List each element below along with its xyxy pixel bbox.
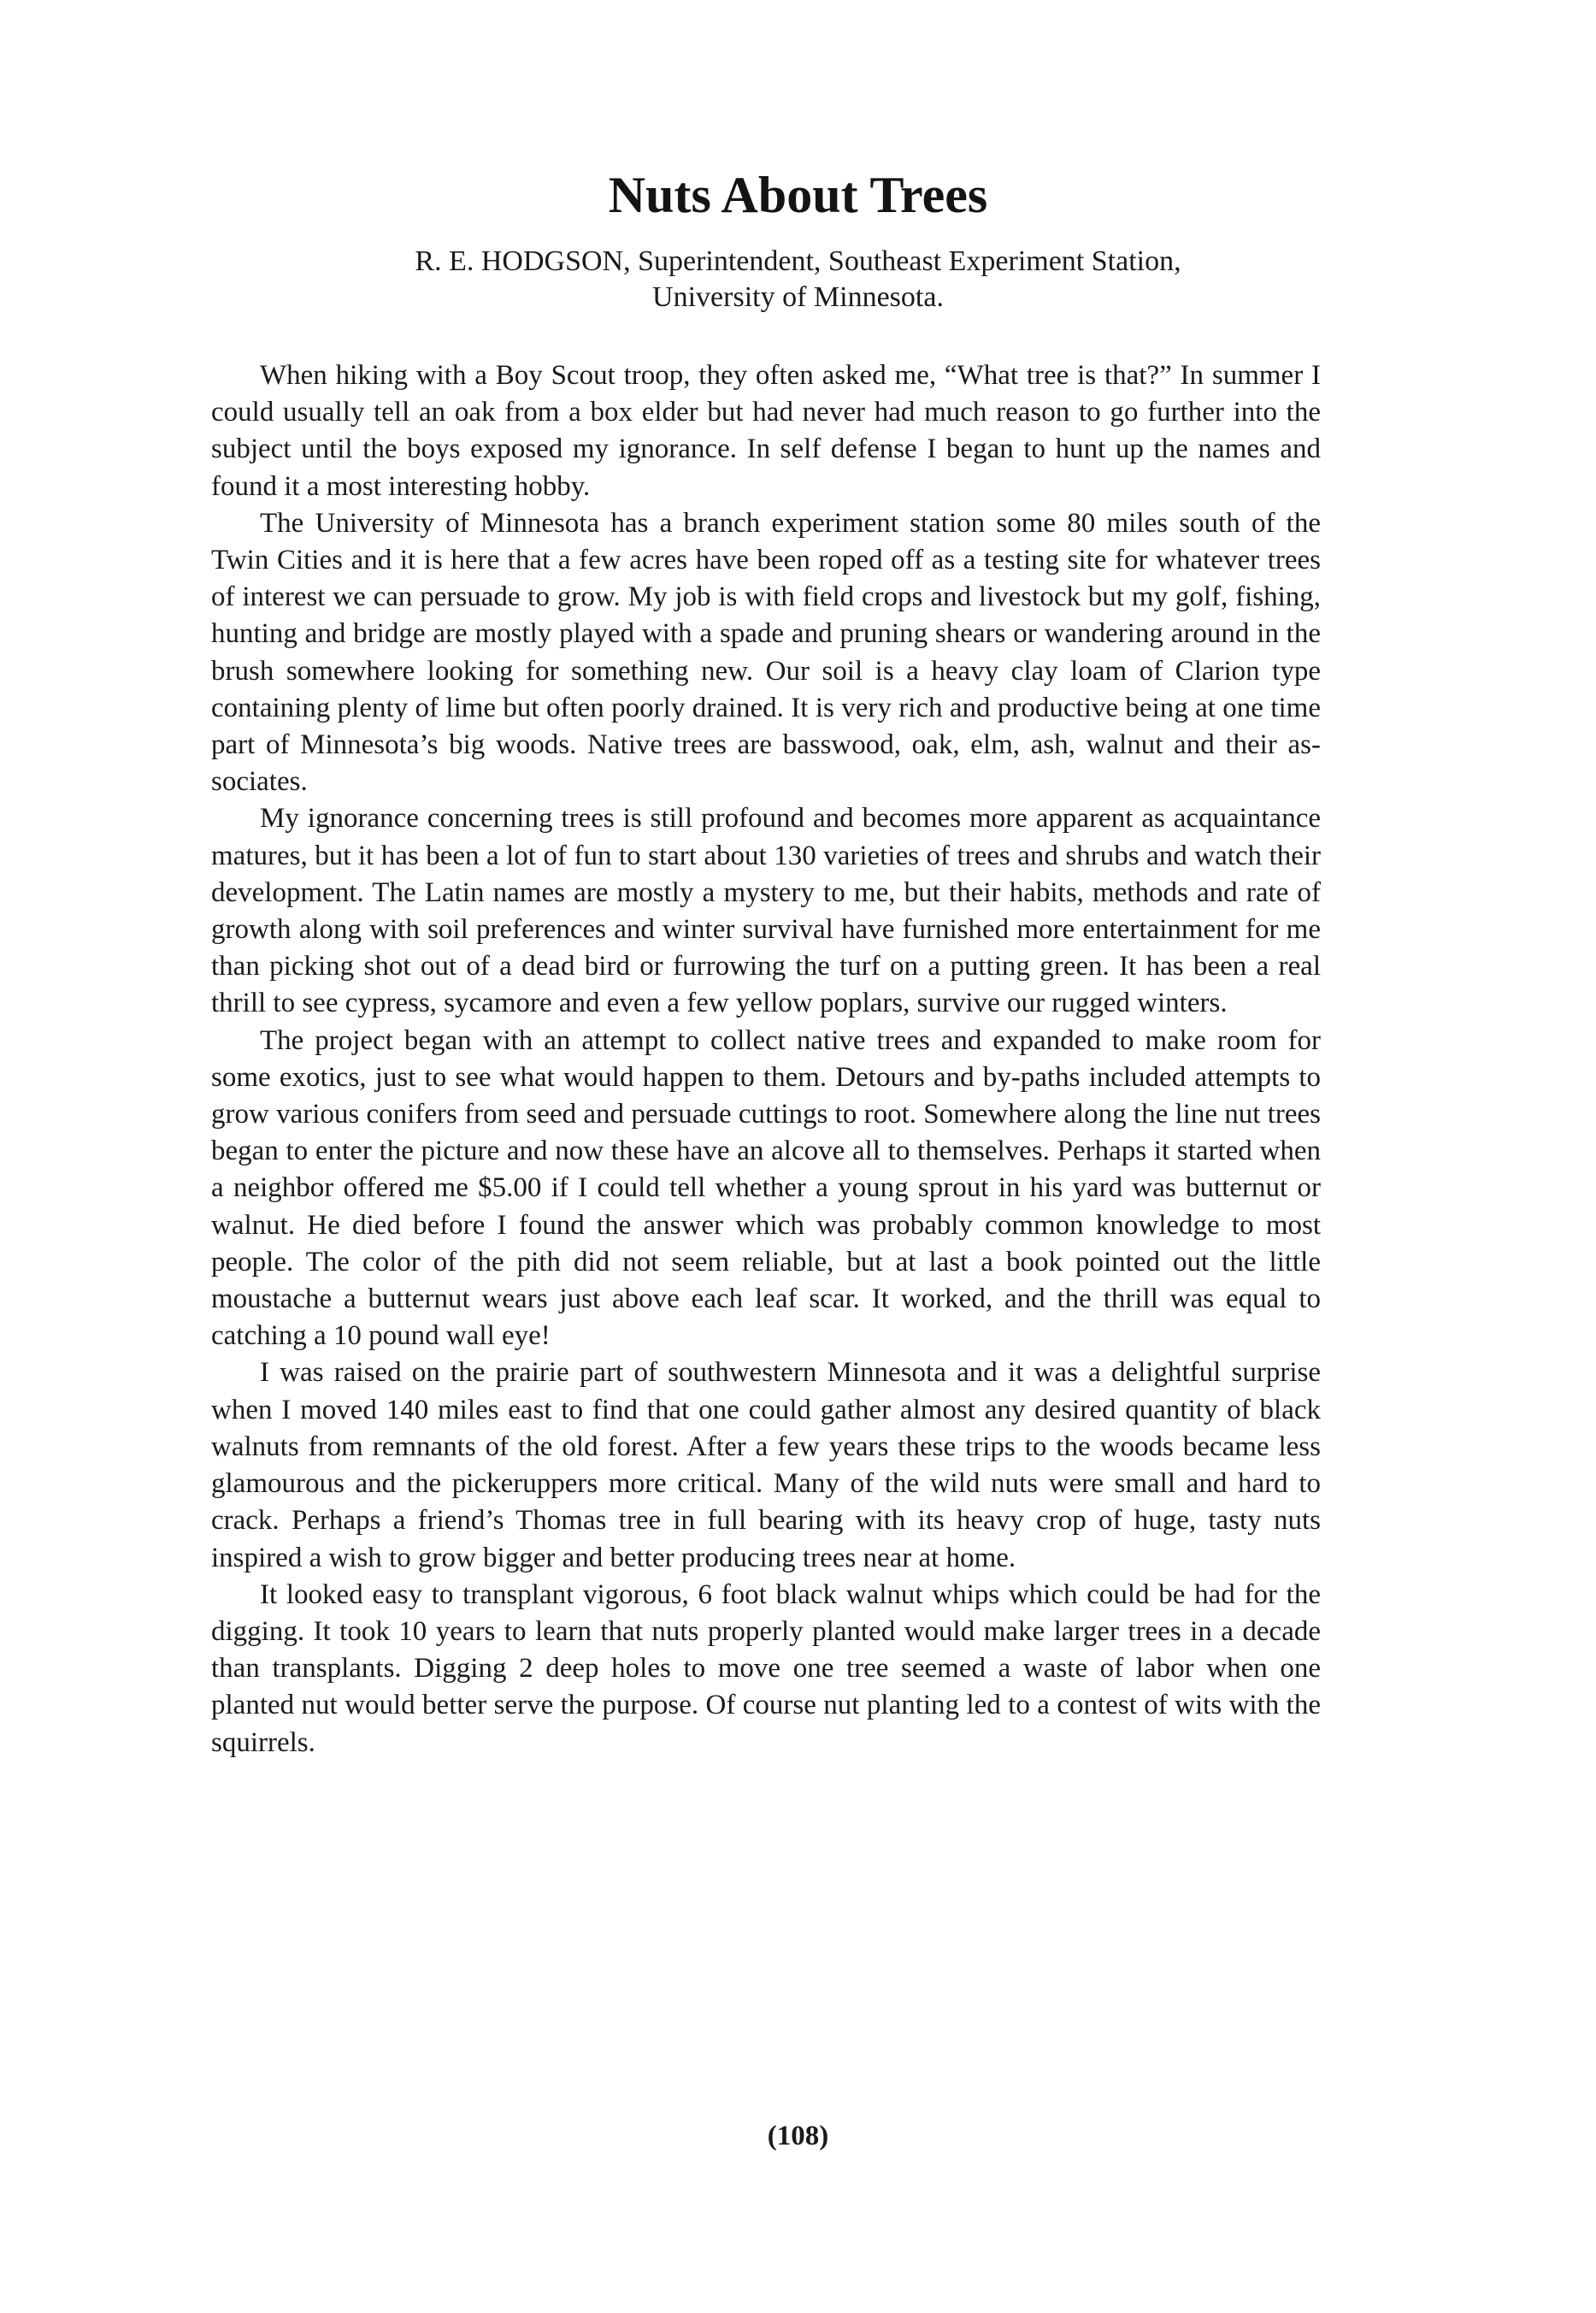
paragraph-experiment-station: The University of Minnesota has a branch experiment station some 80 miles south of the Twin Cities and it is here that a few acres have been roped off as a testing site for whatever trees of interest we can persuade to grow. My job is with field crops and livestock but my golf, fishing, hunting and bridge are mostly played with a spade and pruning shears or wandering around in the brush somewhere looking for something new. Our soil is a heavy clay loam of Clarion type containing plenty of lime but often poorly drained. It is very rich and productive being at one time part of Minnesota’s big woods. Native trees are basswood, oak, elm, ash, walnut and their associates. xyxy=(211,507,1321,798)
article-byline xyxy=(0,244,1596,316)
page-number: (108) xyxy=(767,2121,829,2151)
paragraph-prairie-walnuts: I was raised on the prairie part of southwestern Minnesota and it was a delightful surprise when I moved 140 miles east to find that one could gather almost any desired quantity of black walnuts from remnants of the old forest. After a few years these trips to the woods became less glamourous and the pickeruppers more critical. Many of the wild nuts were small and hard to crack. Perhaps a friend’s Thomas tree in full bearing with its heavy crop of huge, tasty nuts inspired a wish to grow bigger and better producing trees near at home. xyxy=(211,1357,1321,1573)
article-title: Nuts About Trees xyxy=(608,167,988,223)
byline-institution: University of Minnesota. xyxy=(652,281,944,313)
article-body xyxy=(211,357,1321,1761)
byline-author-affiliation: R. E. HODGSON, Superintendent, Southeast Experiment Station, xyxy=(415,245,1181,277)
paragraph-ignorance-concerning-trees: My ignorance concerning trees is still profound and becomes more apparent as acquaintance matures, but it has been a lot of fun to start about 130 varieties of trees and shrubs and watch their development. The Latin names are mostly a mystery to me, but their habits, methods and rate of growth along with soil preferences and winter survival have furnished more entertainment for me than picking shot out of a dead bird or furrowing the turf on a putting green. It has been a real thrill to see cypress, sycamore and even a few yellow poplars, survive our rugged winters. xyxy=(211,803,1321,1019)
paragraph-project-began: The project began with an attempt to collect native trees and expanded to make room for some exotics, just to see what would happen to them. Detours and by-paths included attempts to grow various conifers from seed and persuade cuttings to root. Somewhere along the line nut trees began to enter the picture and now these have an alcove all to themselves. Perhaps it started when a neighbor offered me $5.00 if I could tell whether a young sprout in his yard was butternut or walnut. He died before I found the answer which was probably common knowledge to most people. The color of the pith did not seem reliable, but at last a book pointed out the little moustache a butternut wears just above each leaf scar. It worked, and the thrill was equal to catching a 10 pound wall eye! xyxy=(211,1024,1321,1352)
paragraph-boy-scout-intro: When hiking with a Boy Scout troop, they often asked me, “What tree is that?” In summer I could usually tell an oak from a box elder but had never had much reason to go further into the subject until the boys exposed my ignorance. In self defense I began to hunt up the names and found it a most interesting hobby. xyxy=(211,360,1321,502)
paragraph-transplant-whips: It looked easy to transplant vigorous, 6 foot black walnut whips which could be had for the digging. It took 10 years to learn that nuts properly planted would make larger trees in a decade than transplants. Digging 2 deep holes to move one tree seemed a waste of labor when one planted nut would better serve the purpose. Of course nut planting led to a contest of wits with the squirrels. xyxy=(211,1578,1321,1758)
